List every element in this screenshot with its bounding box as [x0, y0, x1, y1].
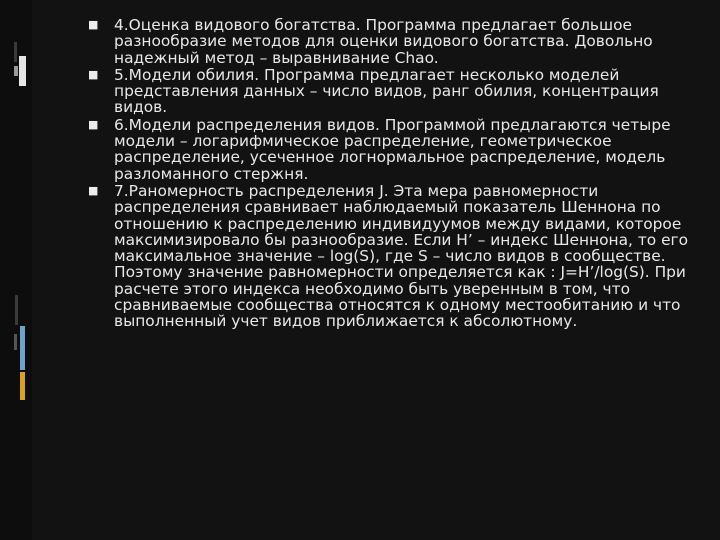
- decor-bar: [14, 66, 18, 76]
- bullet-list: [88, 17, 690, 331]
- decor-bar: [19, 56, 26, 86]
- list-item-text: 4.Оценка видового богатства. Программа предлагает большое разнообразие методов для оценки видового богатства. Довольно надежный метод – выравнивание Chao.: [114, 16, 653, 67]
- decor-bar: [14, 334, 17, 350]
- decor-bar: [15, 295, 18, 325]
- decor-bar: [14, 42, 17, 62]
- list-item: [88, 67, 690, 116]
- list-item: [88, 17, 690, 66]
- list-item-text: 5.Модели обилия. Программа предлагает несколько моделей представления данных – число видов, ранг обилия, концентрация видов.: [114, 65, 659, 117]
- list-item: [88, 183, 690, 330]
- list-item: [88, 117, 690, 182]
- decorative-side-panel: [0, 0, 32, 540]
- list-item-text: 7.Раномерность распределения J. Эта мера равномерности распределения сравнивает наблюдаемый показатель Шеннона по отношению к распределению индивидуумов между видами, которое максимизировало бы разнообразие. Если H’ – индекс Шеннона, то его максимальное значение – log(S), где S – число видов в сообществе. Поэтому значение равномерности определяется как : J=H’/log(S). При расчете этого индекса необходимо быть уверенным в том, что сравниваемые сообщества относятся к одному местообитанию и что выполненный учет видов приближается к абсолютному.: [114, 181, 689, 331]
- square-bullet-icon: ■: [88, 117, 99, 131]
- list-item-text: 6.Модели распределения видов. Программой предлагаются четыре модели – логарифмическое распределение, геометрическое распределение, усеченное логнормальное распределение, модель разломанного стержня.: [114, 115, 671, 183]
- decor-bar-gold: [20, 372, 25, 400]
- square-bullet-icon: ■: [88, 183, 99, 197]
- square-bullet-icon: ■: [88, 18, 99, 31]
- square-bullet-icon: ■: [88, 67, 99, 81]
- decor-bar-blue: [20, 326, 25, 370]
